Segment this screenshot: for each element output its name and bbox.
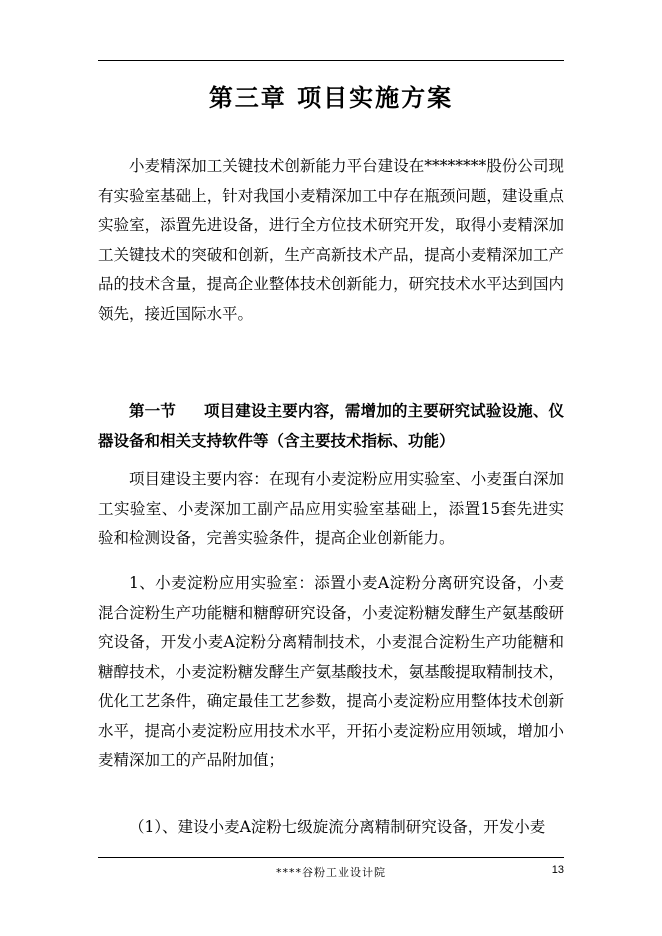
footer-rule [98, 857, 564, 858]
footer-institute: ****谷粉工业设计院 [276, 866, 386, 879]
item-1-1-paragraph: （1）、建设小麦A淀粉七级旋流分离精制研究设备，开发小麦 [129, 818, 546, 836]
section-label: 第一节 [129, 401, 176, 420]
page-number: 13 [551, 864, 564, 876]
item-1-paragraph: 1、小麦淀粉应用实验室：添置小麦A淀粉分离研究设备，小麦混合淀粉生产功能糖和糖醇研究设备，小麦淀粉糖发酵生产氨基酸研究设备，开发小麦A淀粉分离精制技术，小麦混合淀粉生产功能糖和糖醇技术，小麦淀粉糖发酵生产氨基酸技术，氨基酸提取精制技术，优化工艺条件，确定最佳工艺参数，提高小麦淀粉应用整体技术创新水平，提高小麦淀粉应用技术水平，开拓小麦淀粉应用领域，增加小麦精深加工的产品附加值； [98, 574, 564, 769]
intro-paragraph: 小麦精深加工关键技术创新能力平台建设在********股份公司现有实验室基础上，针对我国小麦精深加工中存在瓶颈问题，建设重点实验室，添置先进设备，进行全方位技术研究开发，取得小麦精深加工关键技术的突破和创新，生产高新技术产品，提高小麦精深加工产品的技术含量，提高企业整体技术创新能力，研究技术水平达到国内领先，接近国际水平。 [98, 157, 564, 323]
chapter-title: 第三章 项目实施方案 [208, 83, 454, 112]
content-paragraph: 项目建设主要内容：在现有小麦淀粉应用实验室、小麦蛋白深加工实验室、小麦深加工副产品应用实验室基础上，添置15套先进实验和检测设备，完善实验条件，提高企业创新能力。 [98, 470, 564, 547]
section-title: 项目建设主要内容，需增加的主要研究试验设施、仪器设备和相关支持软件等（含主要技术指标、功能） [98, 401, 564, 450]
section-heading [98, 396, 564, 455]
header-rule [98, 60, 564, 61]
